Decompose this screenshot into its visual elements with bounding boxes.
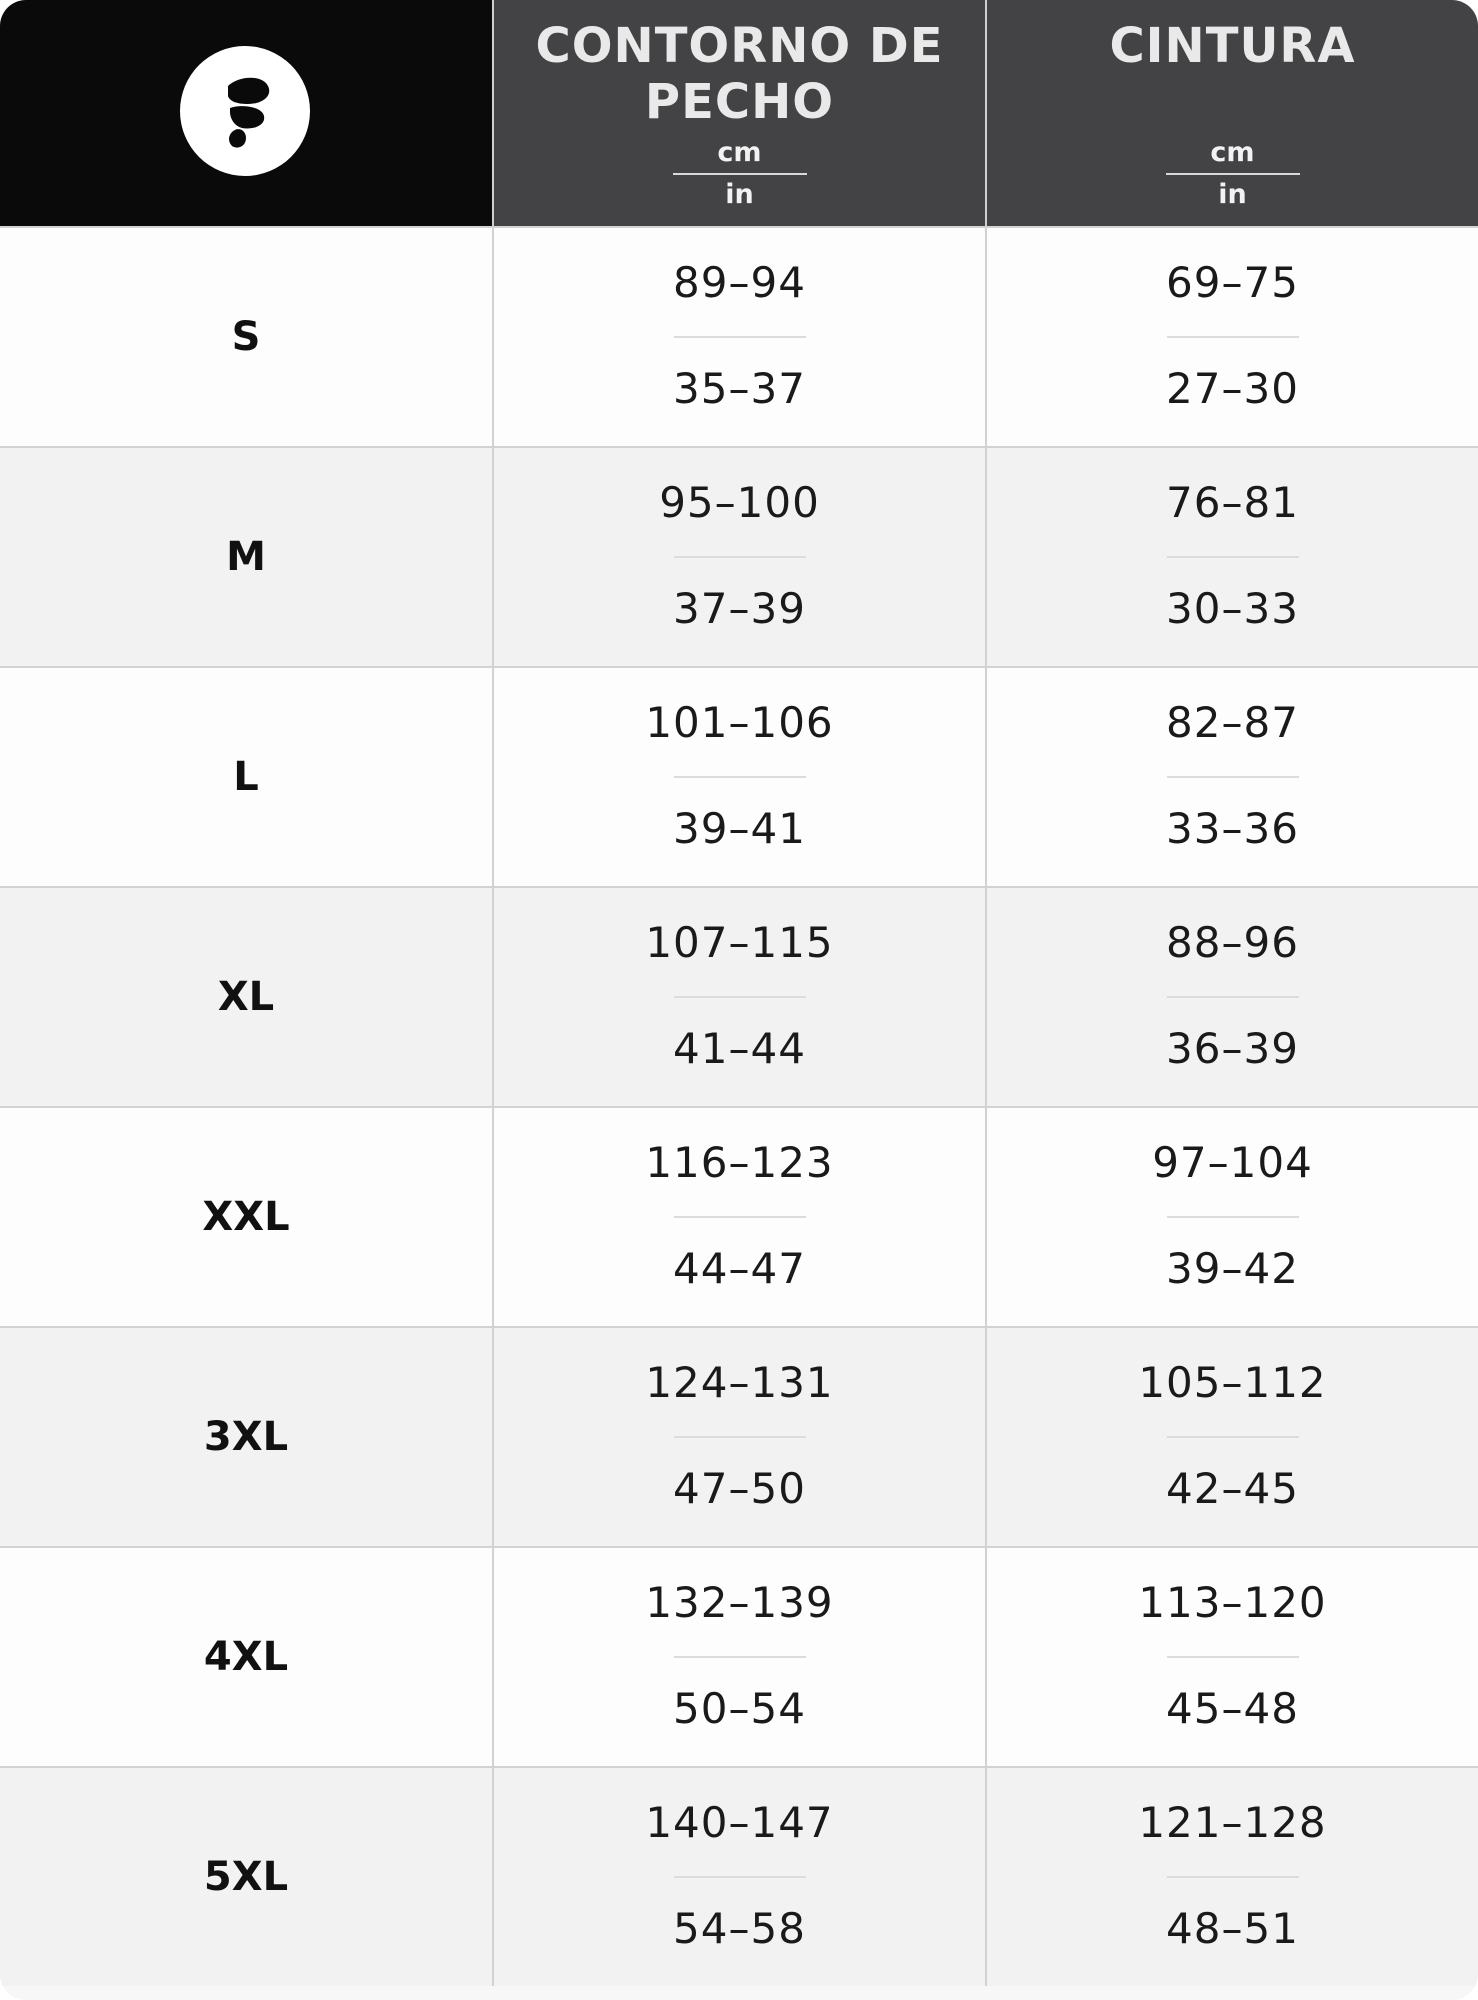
chest-in-value: 37–39 [673,584,806,633]
waist-cm-value: 69–75 [1166,258,1299,307]
chest-cm-value: 107–115 [645,918,834,967]
value-divider [1167,1876,1299,1878]
column-title: CINTURA [1109,18,1356,74]
unit-labels [987,136,1478,212]
unit-divider [673,173,807,175]
table-row [0,1106,1478,1326]
chest-cell [492,448,985,666]
chest-cell [492,1328,985,1546]
waist-in-value: 39–42 [1166,1244,1299,1293]
chest-in-value: 47–50 [673,1464,806,1513]
column-header-chest [492,0,985,226]
waist-in-value: 42–45 [1166,1464,1299,1513]
chest-in-value: 35–37 [673,364,806,413]
value-divider [674,996,806,998]
chest-in-value: 54–58 [673,1904,806,1953]
table-row [0,1326,1478,1546]
chest-cm-value: 89–94 [673,258,806,307]
table-row [0,886,1478,1106]
waist-cm-value: 82–87 [1166,698,1299,747]
value-divider [1167,1216,1299,1218]
unit-labels [494,136,985,212]
chest-cell [492,668,985,886]
chest-cm-value: 101–106 [645,698,834,747]
waist-in-value: 27–30 [1166,364,1299,413]
size-chart-header [0,0,1478,226]
value-divider [674,556,806,558]
chest-cell [492,1768,985,1986]
waist-cell [985,1768,1478,1986]
size-cell [0,228,492,446]
value-divider [1167,996,1299,998]
size-label: L [233,754,259,800]
value-divider [674,1656,806,1658]
waist-cm-value: 105–112 [1138,1358,1327,1407]
size-cell [0,1328,492,1546]
chest-cm-value: 116–123 [645,1138,834,1187]
value-divider [674,1876,806,1878]
value-divider [1167,336,1299,338]
chest-in-value: 44–47 [673,1244,806,1293]
chest-in-value: 50–54 [673,1684,806,1733]
waist-in-value: 33–36 [1166,804,1299,853]
logo-cell [0,0,492,226]
table-row [0,226,1478,446]
size-label: 3XL [203,1414,289,1460]
size-label: XXL [202,1194,290,1240]
waist-cell [985,228,1478,446]
column-title: CONTORNO DE PECHO [535,18,944,130]
chest-cell [492,1548,985,1766]
size-label: M [226,534,266,580]
waist-cm-value: 88–96 [1166,918,1299,967]
unit-in-label: in [725,179,754,210]
size-cell [0,1768,492,1986]
waist-cell [985,1548,1478,1766]
size-label: XL [217,974,275,1020]
waist-cell [985,888,1478,1106]
chest-cell [492,228,985,446]
table-row [0,1766,1478,1986]
size-label: 5XL [203,1854,289,1900]
size-chart-rows [0,226,1478,1986]
waist-in-value: 45–48 [1166,1684,1299,1733]
size-cell [0,1108,492,1326]
value-divider [674,1216,806,1218]
chest-cell [492,888,985,1106]
unit-in-label: in [1218,179,1247,210]
value-divider [1167,1656,1299,1658]
unit-cm-label: cm [717,137,762,168]
table-row [0,666,1478,886]
size-cell [0,668,492,886]
column-header-waist [985,0,1478,226]
waist-cm-value: 76–81 [1166,478,1299,527]
value-divider [674,1436,806,1438]
size-cell [0,888,492,1106]
size-cell [0,448,492,666]
waist-cm-value: 121–128 [1138,1798,1327,1847]
waist-cell [985,448,1478,666]
value-divider [674,336,806,338]
chest-in-value: 41–44 [673,1024,806,1073]
value-divider [1167,1436,1299,1438]
table-row [0,1546,1478,1766]
waist-in-value: 36–39 [1166,1024,1299,1073]
unit-divider [1166,173,1300,175]
waist-cell [985,668,1478,886]
waist-cell [985,1328,1478,1546]
size-label: 4XL [203,1634,289,1680]
waist-cm-value: 113–120 [1138,1578,1327,1627]
chest-cm-value: 95–100 [659,478,820,527]
waist-cell [985,1108,1478,1326]
waist-cm-value: 97–104 [1152,1138,1313,1187]
chest-cm-value: 124–131 [645,1358,834,1407]
table-row [0,446,1478,666]
chest-cm-value: 132–139 [645,1578,834,1627]
value-divider [1167,556,1299,558]
value-divider [1167,776,1299,778]
value-divider [674,776,806,778]
unit-cm-label: cm [1210,137,1255,168]
chest-in-value: 39–41 [673,804,806,853]
waist-in-value: 30–33 [1166,584,1299,633]
size-label: S [231,314,261,360]
waist-in-value: 48–51 [1166,1904,1299,1953]
size-cell [0,1548,492,1766]
brand-logo-icon [180,46,310,176]
chest-cell [492,1108,985,1326]
chest-cm-value: 140–147 [645,1798,834,1847]
